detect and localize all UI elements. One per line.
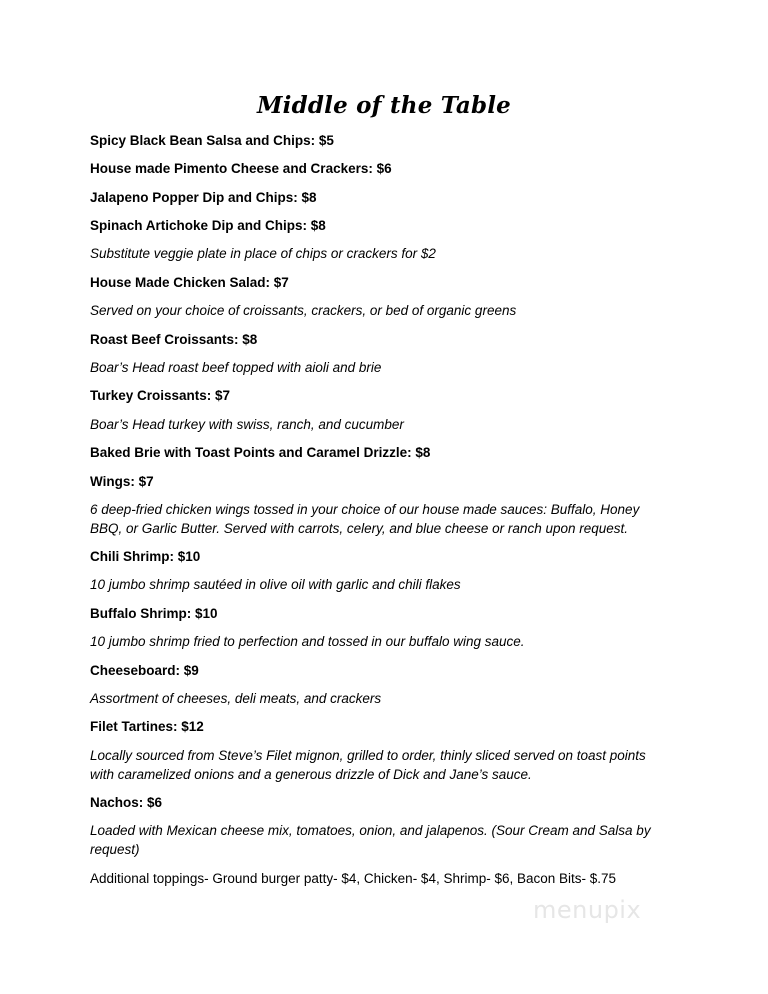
menu-item-name: Baked Brie with Toast Points and Caramel Drizzle: $8 [90,445,431,460]
menu-item-name: House Made Chicken Salad: $7 [90,275,289,290]
menu-item-name: Nachos: $6 [90,795,163,810]
menu-item-name: Chili Shrimp: $10 [90,549,201,564]
menu-item-description: 6 deep-fried chicken wings tossed in your choice of our house made sauces: Buffalo, Honey BBQ, or Garlic Butter. Served with carrots, celery, and blue cheese or ranch upon request. [90,502,640,536]
menu-item-description: Boar’s Head roast beef topped with aioli and brie [90,360,382,375]
menu-item-description: 10 jumbo shrimp fried to perfection and tossed in our buffalo wing sauce. [90,634,525,649]
menu-title: Middle of the Table [256,92,512,119]
menu-item-name: Filet Tartines: $12 [90,719,204,734]
menu-item-description: Served on your choice of croissants, crackers, or bed of organic greens [90,303,517,318]
menu-item-description: Assortment of cheeses, deli meats, and crackers [90,691,382,706]
menu-item-description: Loaded with Mexican cheese mix, tomatoes, onion, and jalapenos. (Sour Cream and Salsa by request) [90,823,651,857]
menu-item-description: 10 jumbo shrimp sautéed in olive oil with garlic and chili flakes [90,577,461,592]
menu-item-name: Wings: $7 [90,474,154,489]
menu-item-name: Jalapeno Popper Dip and Chips: $8 [90,190,317,205]
menu-item-description: Locally sourced from Steve’s Filet mignon, grilled to order, thinly sliced served on toast points with caramelized onions and a generous drizzle of Dick and Jane’s sauce. [90,748,646,782]
additional-toppings: Additional toppings- Ground burger patty- $4, Chicken- $4, Shrimp- $6, Bacon Bits- $.75 [90,871,617,886]
menu-item-name: Cheeseboard: $9 [90,663,199,678]
menu-item-name: House made Pimento Cheese and Crackers: $6 [90,161,392,176]
menu-item-name: Roast Beef Croissants: $8 [90,332,258,347]
menu-item-name: Buffalo Shrimp: $10 [90,606,218,621]
menu-item-name: Turkey Croissants: $7 [90,388,231,403]
menu-item-name: Spinach Artichoke Dip and Chips: $8 [90,218,326,233]
menu-item-description: Boar’s Head turkey with swiss, ranch, and cucumber [90,417,404,432]
menu-item-name: Spicy Black Bean Salsa and Chips: $5 [90,133,334,148]
menu-item-description: Substitute veggie plate in place of chips or crackers for $2 [90,246,436,261]
watermark-logo: menupix [533,896,642,924]
